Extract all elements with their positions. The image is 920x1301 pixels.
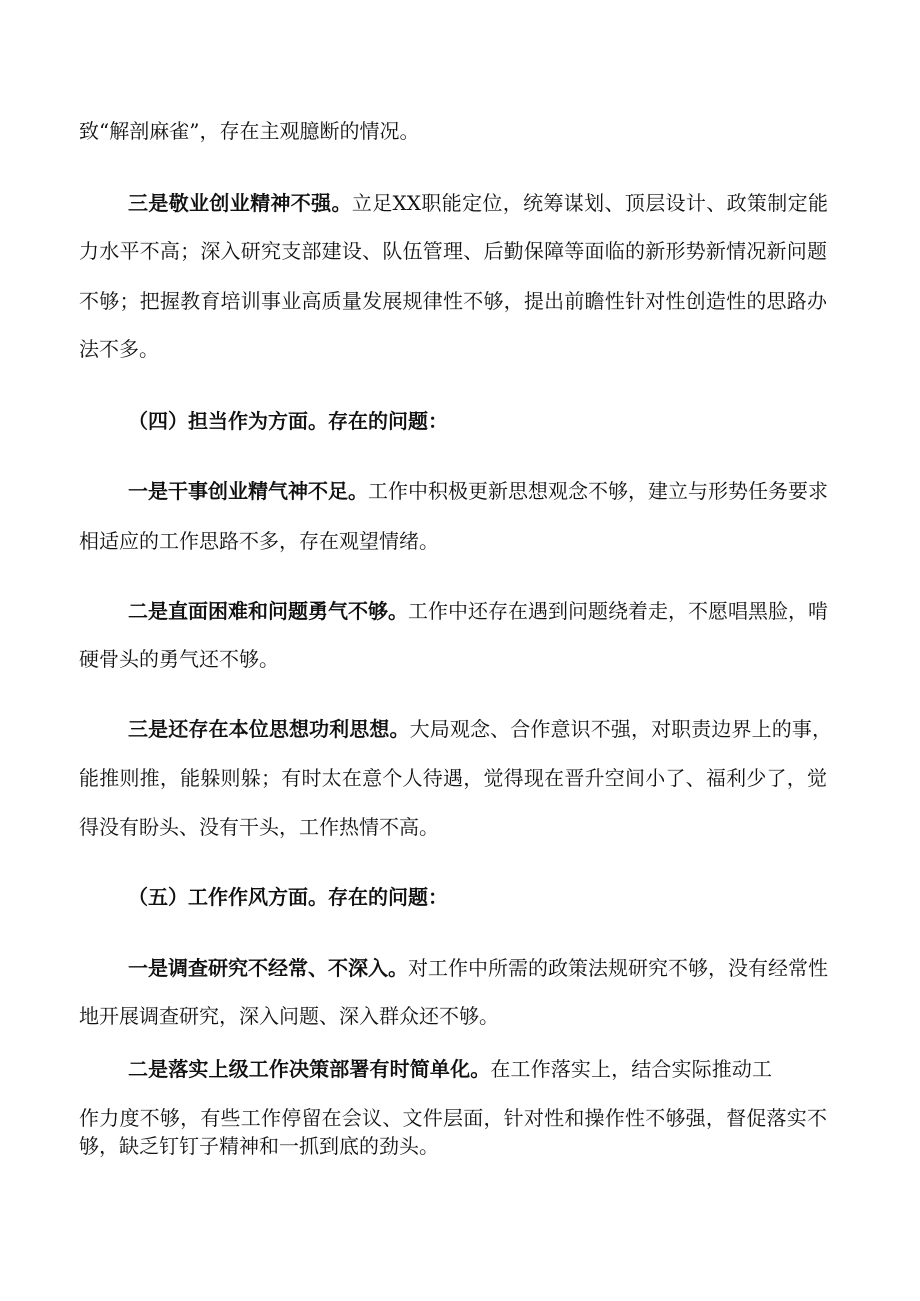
paragraph-line-12: 得没有盼头、没有干头，工作热情不高。 [79, 815, 439, 839]
paragraph-line-1: 致“解剖麻雀”，存在主观臆断的情况。 [79, 119, 420, 143]
paragraph-line-14: 地开展调查研究，深入问题、深入群众还不够。 [79, 1004, 499, 1028]
paragraph-line-5: 法不多。 [79, 337, 159, 361]
paragraph-line-2: 三是敬业创业精神不强。立足XX职能定位，统筹谋划、顶层设计、政策制定能 [128, 191, 828, 215]
paragraph-line-6: 一是干事创业精气神不足。工作中积极更新思想观念不够，建立与形势任务要求 [128, 479, 828, 503]
paragraph-line-3: 力水平不高；深入研究支部建设、队伍管理、后勤保障等面临的新形势新情况新问题 [79, 239, 827, 263]
paragraph-line-4: 不够；把握教育培训事业高质量发展规律性不够，提出前瞻性针对性创造性的思路办 [79, 289, 827, 313]
section-heading-five: （五）工作作风方面。存在的问题： [128, 885, 448, 909]
paragraph-line-10: 三是还存在本位思想功利思想。大局观念、合作意识不强，对职责边界上的事， [128, 717, 833, 741]
paragraph-line-7: 相适应的工作思路不多，存在观望情绪。 [79, 529, 439, 553]
section-heading-four: （四）担当作为方面。存在的问题： [128, 409, 448, 433]
paragraph-line-9: 硬骨头的勇气还不够。 [79, 647, 279, 671]
paragraph-line-13: 一是调查研究不经常、不深入。对工作中所需的政策法规研究不够，没有经常性 [128, 956, 828, 980]
paragraph-line-11: 能推则推，能躲则躲；有时太在意个人待遇，觉得现在晋升空间小了、福利少了，觉 [79, 766, 827, 790]
paragraph-line-15: 二是落实上级工作决策部署有时简单化。在工作落实上，结合实际推动工 [128, 1057, 773, 1081]
paragraph-line-17: 够，缺乏钉钉子精神和一抓到底的劲头。 [79, 1134, 439, 1158]
paragraph-line-16: 作力度不够，有些工作停留在会议、文件层面，针对性和操作性不够强，督促落实不 [79, 1106, 827, 1130]
paragraph-line-8: 二是直面困难和问题勇气不够。工作中还存在遇到问题绕着走，不愿唱黑脸，啃 [128, 599, 828, 623]
